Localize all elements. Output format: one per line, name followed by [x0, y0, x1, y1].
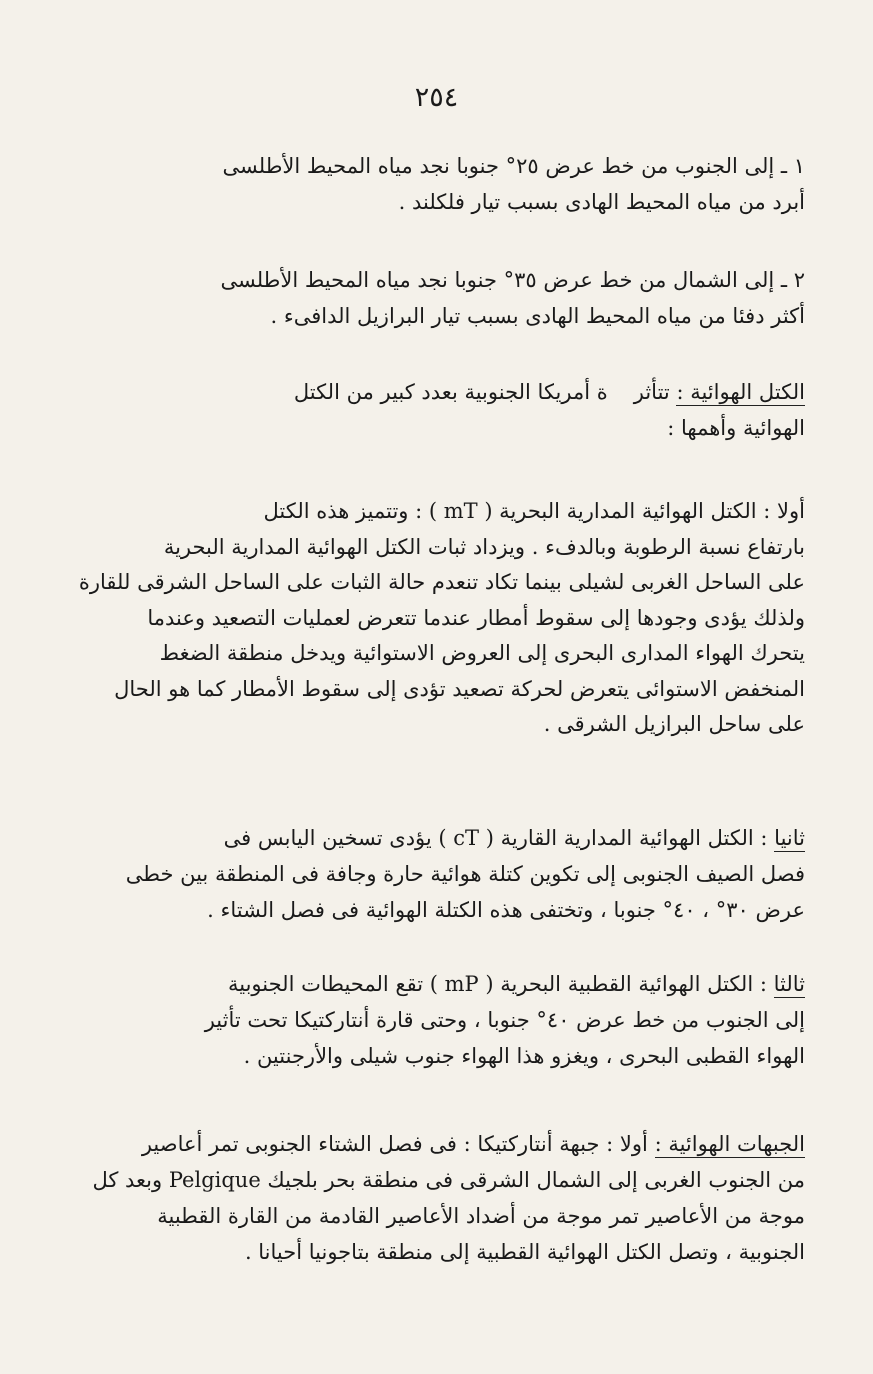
section-heading-air-masses: الكتل الهوائية :: [676, 380, 805, 404]
text-line: ثانيا : الكتل الهوائية المدارية القارية ( cT ) يؤدى تسخين اليابس فى: [223, 826, 805, 850]
text-line: من الجنوب الغربى إلى الشمال الشرقى فى منطقة بحر بلجيك Pelgique وبعد كل: [92, 1168, 805, 1192]
text-line: أولا : الكتل الهوائية المدارية البحرية ( mT ) : وتتميز هذه الكتل: [263, 499, 805, 523]
text-line: إلى الجنوب من خط عرض ٤٠° جنوبا ، وحتى قارة أنتاركتيكا تحت تأثير: [204, 1008, 805, 1032]
text-line: ١ ـ إلى الجنوب من خط عرض ٢٥° جنوبا نجد مياه المحيط الأطلسى: [222, 154, 805, 178]
text-line: على ساحل البرازيل الشرقى .: [543, 712, 805, 736]
text-line: الجنوبية ، وتصل الكتل الهوائية القطبية إلى منطقة بتاجونيا أحيانا .: [244, 1240, 805, 1264]
text-line: عرض ٣٠° ، ٤٠° جنوبا ، وتختفى هذه الكتلة الهوائية فى فصل الشتاء .: [207, 898, 805, 922]
text-line: على الساحل الغربى لشيلى بينما تكاد تنعدم حالة الثبات على الساحل الشرقى للقارة: [78, 570, 805, 594]
section-heading-third: ثالثا: [773, 972, 805, 996]
section-heading-fronts: الجبهات الهوائية :: [654, 1132, 805, 1156]
text-line: المنخفض الاستوائى يتعرض لحركة تصعيد تؤدى إلى سقوط الأمطار كما هو الحال: [114, 676, 805, 701]
text-line: بارتفاع نسبة الرطوبة وبالدفء . ويزداد ثبات الكتل الهوائية المدارية البحرية: [163, 534, 805, 559]
text-line: ٢ ـ إلى الشمال من خط عرض ٣٥° جنوبا نجد مياه المحيط الأطلسى: [220, 268, 805, 292]
paragraph-item-1: [68, 148, 805, 220]
section-heading-second: ثانيا: [774, 826, 805, 850]
text-line: أكثر دفئا من مياه المحيط الهادى بسبب تيار البرازيل الدافىء .: [270, 304, 805, 328]
paragraph-fronts: [68, 1126, 805, 1270]
paragraph-air-masses: [68, 374, 805, 446]
text-line: ثالثا : الكتل الهوائية القطبية البحرية ( mP ) تقع المحيطات الجنوبية: [227, 972, 805, 996]
text-line: الهوائية وأهمها :: [667, 416, 805, 440]
text-line: فصل الصيف الجنوبى إلى تكوين كتلة هوائية حارة وجافة فى المنطقة بين خطى: [125, 862, 805, 886]
text-line: الكتل الهوائية : تتأثرة أمريكا الجنوبية بعدد كبير من الكتل: [293, 380, 805, 404]
text-line: يتحرك الهواء المدارى البحرى إلى العروض الاستوائية ويدخل منطقة الضغط: [159, 641, 805, 665]
paragraph-first-mT: [68, 494, 805, 743]
paragraph-third-mP: [68, 966, 805, 1074]
text-line: الهواء القطبى البحرى ، ويغزو هذا الهواء جنوب شيلى والأرجنتين .: [243, 1044, 805, 1068]
text-line: الجبهات الهوائية : أولا : جبهة أنتاركتيكا : فى فصل الشتاء الجنوبى تمر أعاصير: [141, 1132, 805, 1156]
text-line: موجة من الأعاصير تمر موجة من أضداد الأعاصير القادمة من القارة القطبية: [157, 1204, 805, 1228]
paragraph-second-cT: [68, 820, 805, 928]
text-line: ولذلك يؤدى وجودها إلى سقوط أمطار عندما تتعرض لعمليات التصعيد وعندما: [147, 605, 805, 630]
paragraph-item-2: [68, 262, 805, 334]
text-line: أبرد من مياه المحيط الهادى بسبب تيار فلكلند .: [398, 190, 805, 214]
page-number: ٢٥٤: [414, 82, 459, 113]
